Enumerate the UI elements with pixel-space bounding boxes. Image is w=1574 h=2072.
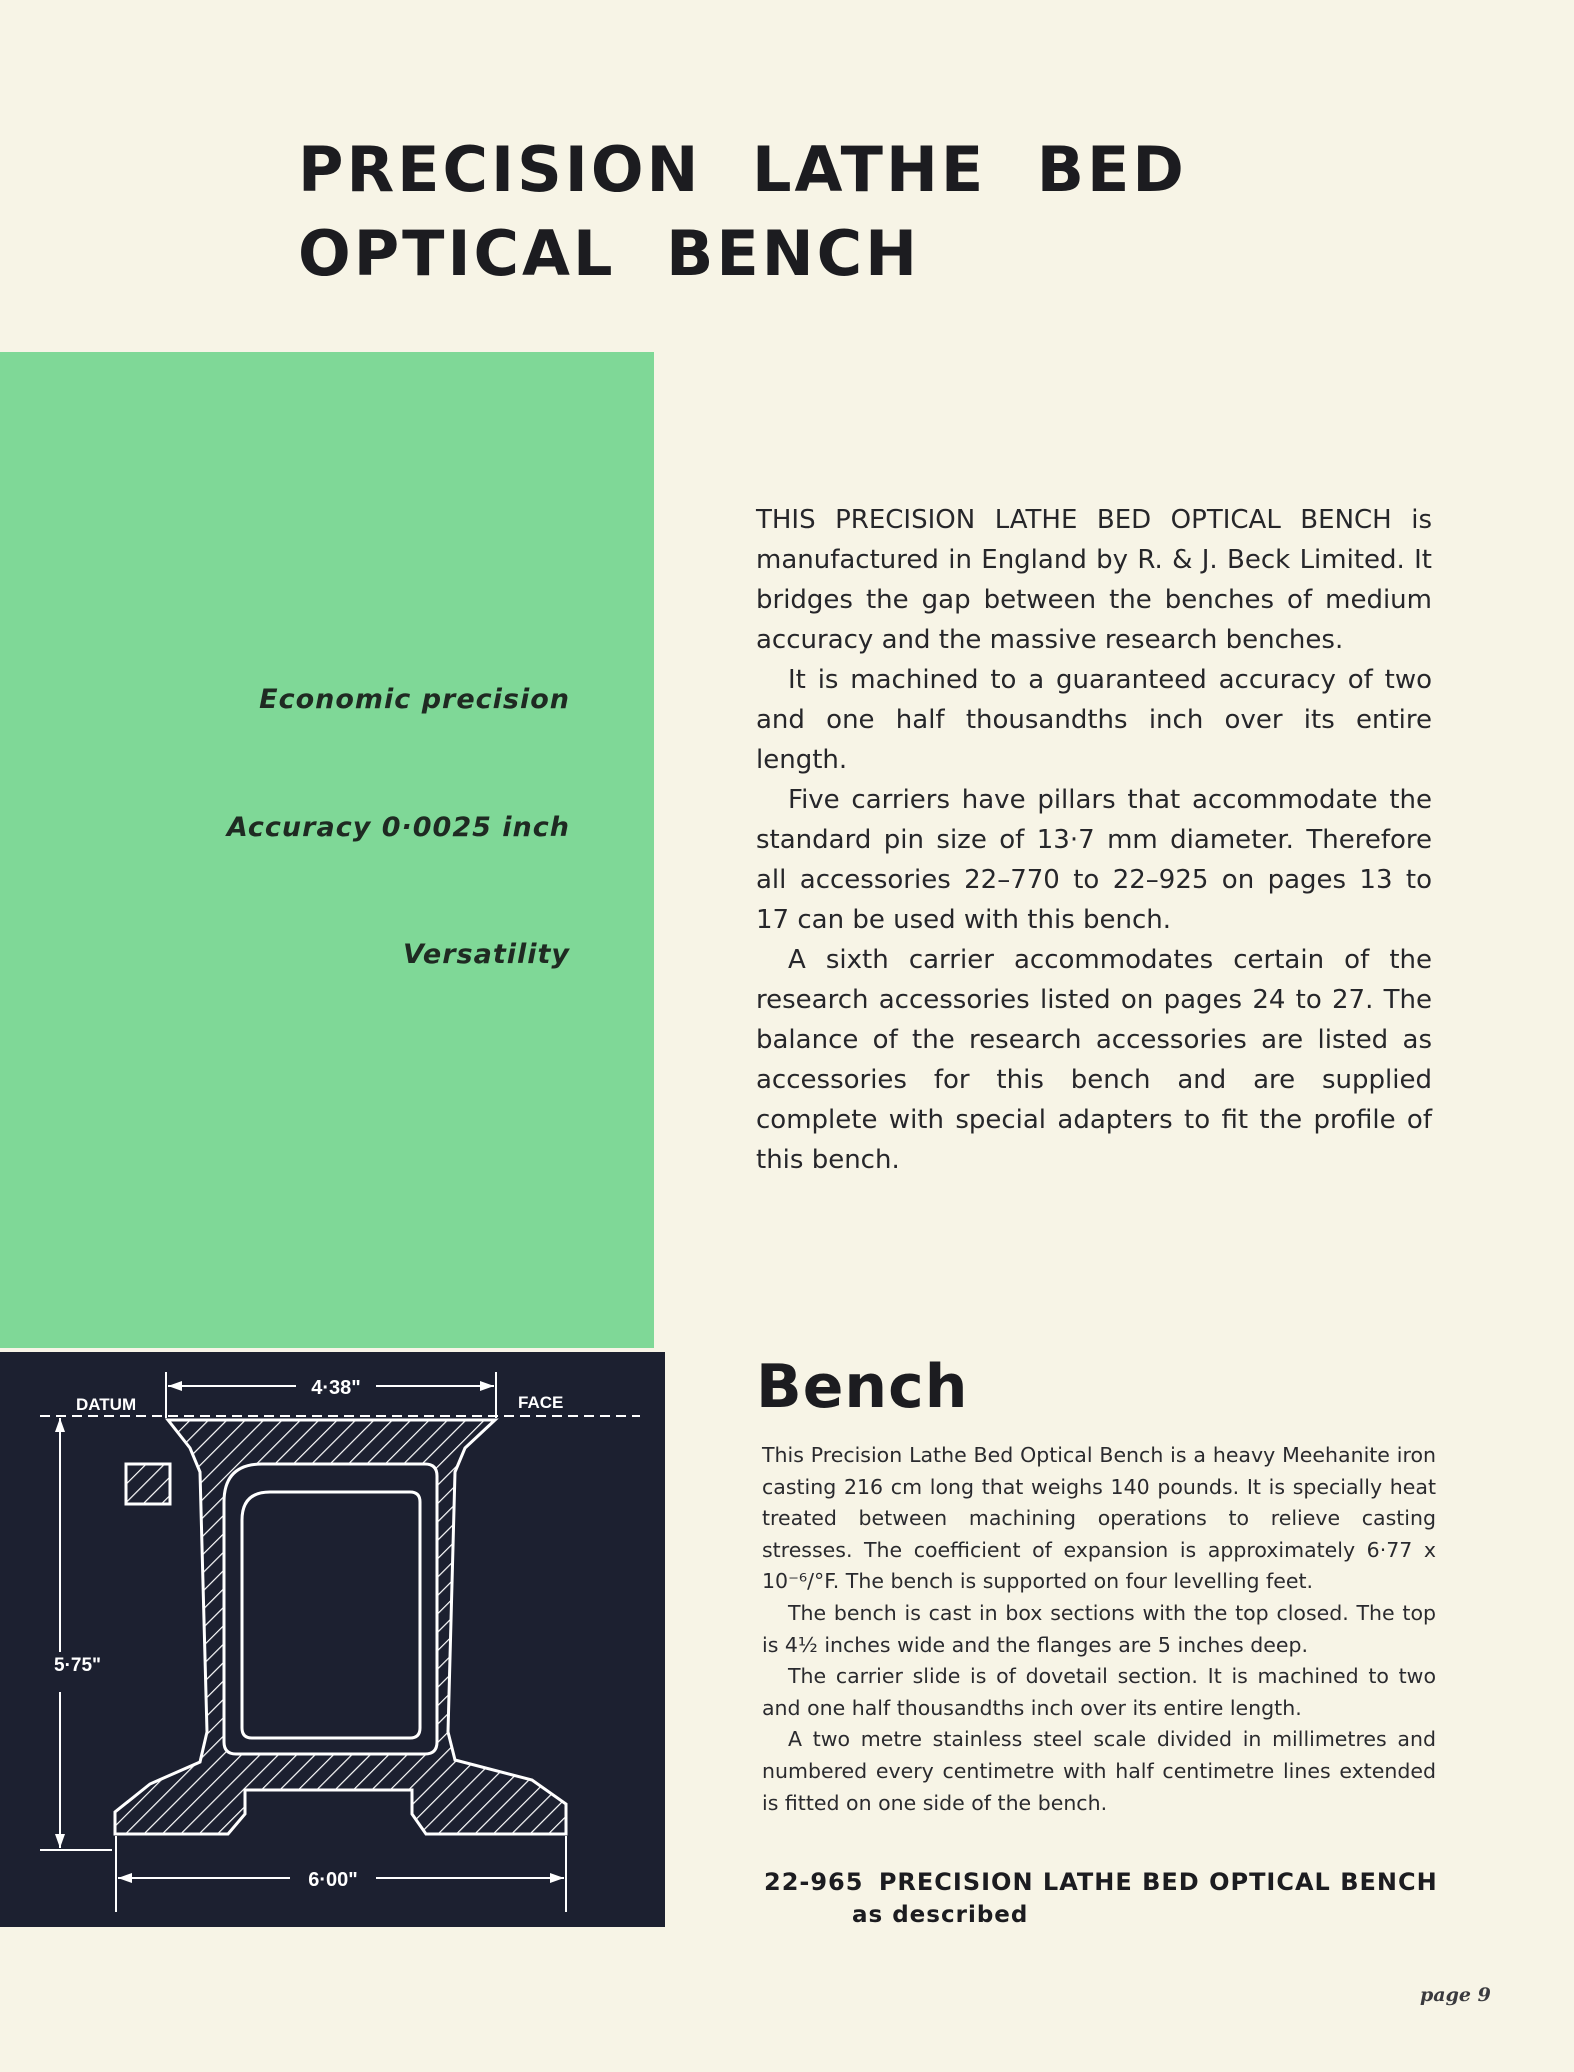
bench-paragraph: A two metre stainless steel scale divided in millimetres and numbered every centimetre with half centimetre lines extended is fitted on one side of the bench.: [762, 1727, 1436, 1815]
intro-paragraph: It is machined to a guaranteed accuracy of two and one half thousandths inch over its entire length.: [756, 665, 1432, 775]
section-heading-bench: Bench: [756, 1352, 969, 1422]
feature-accuracy: Accuracy 0·0025 inch: [226, 812, 570, 843]
arrow-left-icon: [168, 1381, 182, 1391]
intro-text: [756, 500, 1432, 1180]
bench-paragraph: This Precision Lathe Bed Optical Bench is a heavy Meehanite iron casting 216 cm long that weighs 140 pounds. It is specially heat treated between machining operations to relieve casting stresses. The coefficient of expansion is approximately 6·77 x 10⁻⁶/°F. The bench is supported on four levelling feet.: [762, 1443, 1436, 1594]
product-description: as described: [852, 1902, 1029, 1928]
arrow-down-icon: [55, 1834, 65, 1848]
bench-paragraph: The carrier slide is of dovetail section. It is machined to two and one half thousandths inch over its entire length.: [762, 1664, 1436, 1720]
catalogue-number: 22-965: [764, 1868, 864, 1896]
arrow-left-icon: [118, 1873, 132, 1883]
bench-paragraph: The bench is cast in box sections with the top closed. The top is 4½ inches wide and the flanges are 5 inches deep.: [762, 1600, 1436, 1657]
bench-profile-drawing: [0, 1352, 665, 1927]
intro-paragraph: A sixth carrier accommodates certain of the research accessories listed on pages 24 to 27. The balance of the research accessories are listed as accessories for this bench and are supplied complete with special adapters to fit the profile of this bench.: [756, 945, 1432, 1175]
page-number: page 9: [1420, 1984, 1491, 2006]
datum-label: DATUM: [76, 1395, 137, 1414]
face-label: FACE: [518, 1393, 564, 1412]
arrow-right-icon: [480, 1381, 494, 1391]
title-line-1: PRECISION LATHE BED: [298, 133, 1187, 206]
feature-economic-precision: Economic precision: [259, 684, 570, 715]
arrow-right-icon: [550, 1873, 564, 1883]
intro-paragraph: THIS PRECISION LATHE BED OPTICAL BENCH is manufactured in England by R. & J. Beck Limited. It bridges the gap between the benches of medium accuracy and the massive research benches.: [756, 505, 1432, 655]
dimension-height-label: 5·75": [54, 1655, 102, 1676]
order-line: [764, 1868, 1438, 1896]
dimension-top-label: 4·38": [311, 1377, 361, 1399]
intro-paragraph: Five carriers have pillars that accommodate the standard pin size of 13·7 mm diameter. Therefore all accessories 22–770 to 22–925 on pages 13 to 17 can be used with this bench.: [756, 785, 1432, 935]
cross-section-diagram: [0, 1352, 665, 1927]
bench-description: [762, 1440, 1436, 1819]
page-title: [298, 128, 1187, 296]
feature-panel: [0, 352, 654, 1348]
arrow-up-icon: [55, 1418, 65, 1432]
inner-cavity: [242, 1492, 420, 1738]
title-line-2: OPTICAL BENCH: [298, 217, 920, 290]
product-name: PRECISION LATHE BED OPTICAL BENCH: [878, 1868, 1438, 1896]
dovetail-key: [126, 1464, 170, 1504]
dimension-bottom-label: 6·00": [308, 1869, 358, 1891]
feature-versatility: Versatility: [402, 939, 570, 970]
